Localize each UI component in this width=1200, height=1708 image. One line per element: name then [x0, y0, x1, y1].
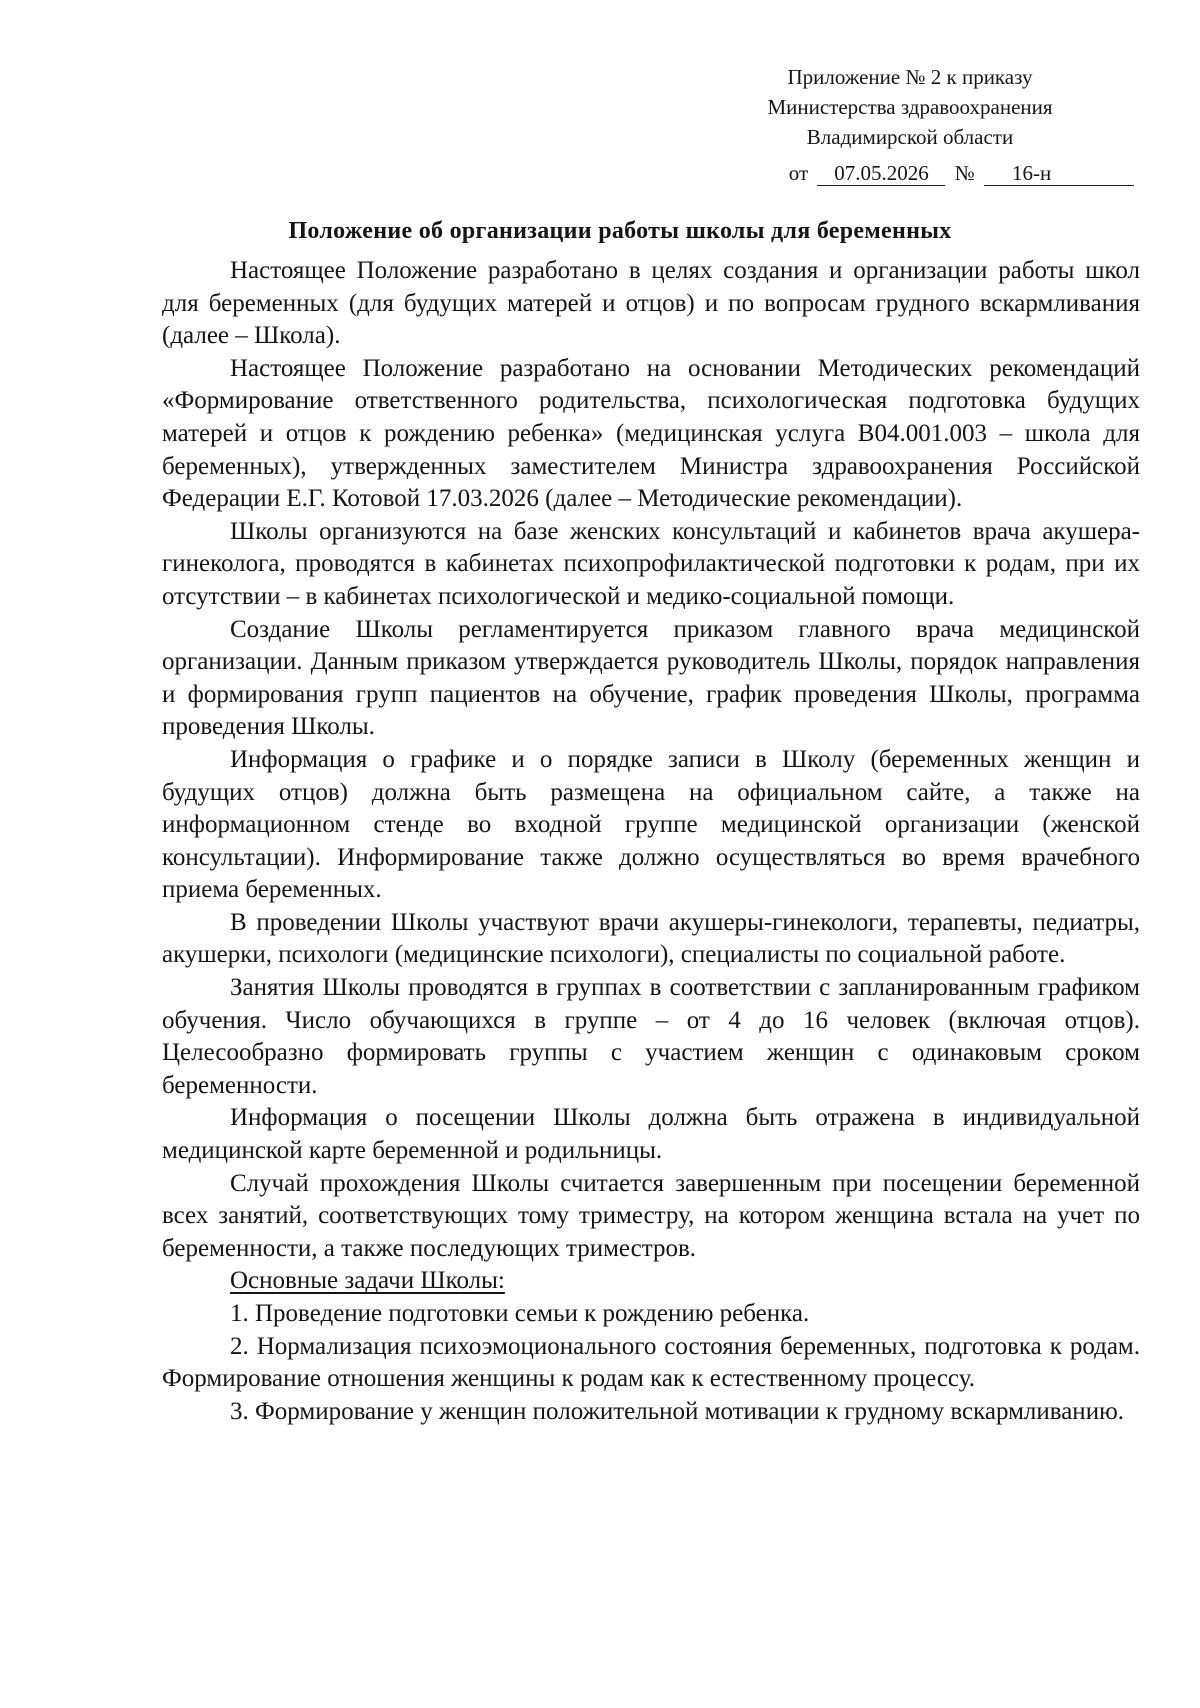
- appendix-line-1: Приложение № 2 к приказу: [787, 65, 1033, 89]
- paragraph: Информация о графике и о порядке записи в Школу (беременных женщин и будущих отцов) должна быть размещена на официальном сайте, а также на информационном стенде во входной группе медицинской организации (женской консультации). Информирование также должно осуществляться во время врачебного приема беременных.: [162, 745, 1140, 904]
- document-title: Положение об организации работы школы для беременных: [288, 218, 952, 244]
- appendix-line-2: Министерства здравоохранения: [767, 95, 1053, 119]
- paragraph: Создание Школы регламентируется приказом главного врача медицинской организации. Данным приказом утверждается руководитель Школы, порядок направления и формирования групп пациентов на обучение, график проведения Школы, программа проведения Школы.: [162, 615, 1140, 741]
- appendix-line-3: Владимирской области: [806, 125, 1014, 149]
- paragraph: Школы организуются на базе женских консультаций и кабинетов врача акушера-гинеколога, проводятся в кабинетах психопрофилактической подготовки к родам, при их отсутствии – в кабинетах психологической и медико-социальной помощи.: [162, 517, 1140, 610]
- order-date: 07.05.2026: [817, 161, 945, 186]
- paragraph: Случай прохождения Школы считается завершенным при посещении беременной всех занятий, соответствующих тому триместру, на котором женщина встала на учет по беременности, а также последующих триместров.: [162, 1169, 1140, 1262]
- tasks-heading: [162, 1265, 1140, 1298]
- appendix-header: [700, 62, 1120, 152]
- task-item: 1. Проведение подготовки семьи к рождению ребенка.: [230, 1300, 810, 1327]
- task-item: 3. Формирование у женщин положительной мотивации к грудному вскармливанию.: [230, 1397, 1124, 1425]
- paragraph: Занятия Школы проводятся в группах в соответствии с запланированным графиком обучения. Число обучающихся в группе – от 4 до 16 человек (включая отцов). Целесообразно формировать группы с участием женщин с одинаковым сроком беременности.: [162, 974, 1140, 1099]
- tasks-heading-text: Основные задачи Школы:: [230, 1267, 505, 1295]
- order-number-sign: №: [954, 161, 975, 185]
- order-number: 16-н: [984, 161, 1134, 186]
- document-body: [162, 255, 1140, 1428]
- paragraph: Настоящее Положение разработано на основании Методических рекомендаций «Формирование ответственного родительства, психологическая подготовка будущих матерей и отцов к рождению ребенка» (медицинская услуга B04.001.003 – школа для беременных), утвержденных заместителем Министра здравоохранения Российской Федерации Е.Г. Котовой 17.03.2026 (далее – Методические рекомендации).: [162, 354, 1140, 513]
- paragraph: В проведении Школы участвуют врачи акушеры-гинекологи, терапевты, педиатры, акушерки, психологи (медицинские психологи), специалисты по социальной работе.: [162, 908, 1140, 969]
- order-prefix: от: [788, 161, 809, 185]
- paragraph: Настоящее Положение разработано в целях создания и организации работы школ для беременных (для будущих матерей и отцов) и по вопросам грудного вскармливания (далее – Школа).: [162, 257, 1140, 350]
- order-reference: [789, 158, 1138, 188]
- task-item: 2. Нормализация психоэмоционального состояния беременных, подготовка к родам. Формирование отношения женщины к родам как к естественному процессу.: [162, 1332, 1140, 1393]
- paragraph: Информация о посещении Школы должна быть отражена в индивидуальной медицинской карте беременной и родильницы.: [162, 1104, 1140, 1165]
